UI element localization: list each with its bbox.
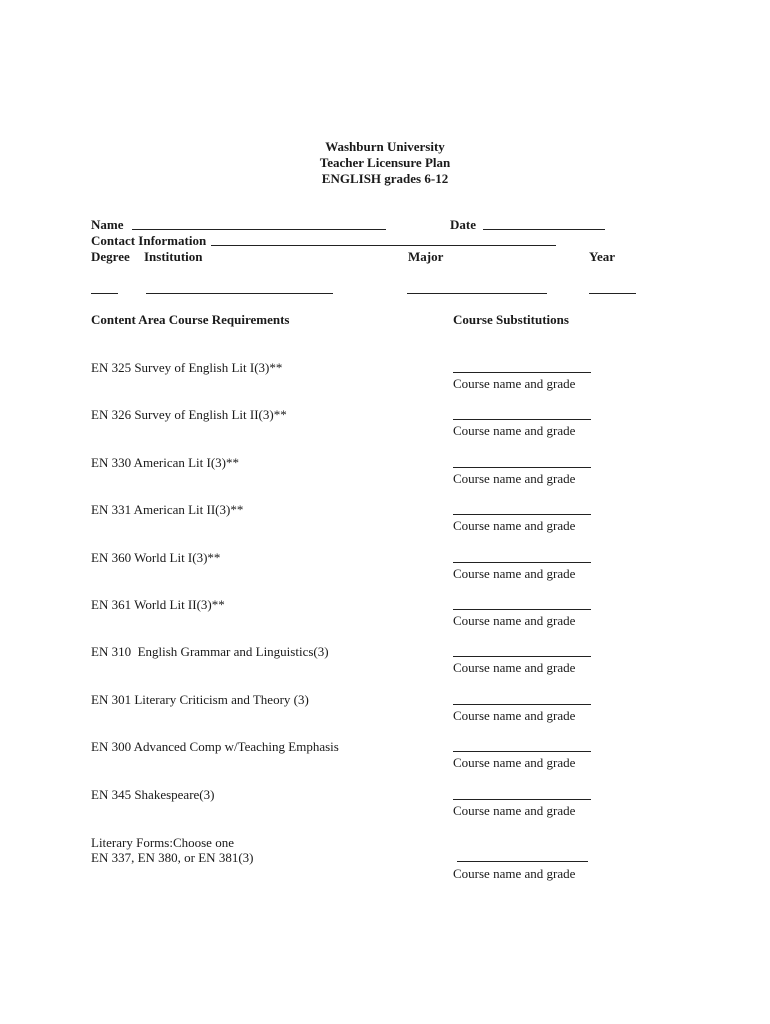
course-substitution-field[interactable] [453,799,591,800]
substitutions-heading: Course Substitutions [453,312,569,327]
name-field[interactable] [132,229,386,230]
course-requirement: EN 325 Survey of English Lit I(3)** [91,360,283,375]
year-label: Year [589,249,615,264]
course-substitution-label: Course name and grade [453,471,576,486]
course-requirement: EN 310 English Grammar and Linguistics(3) [91,644,329,659]
course-requirement: EN 301 Literary Criticism and Theory (3) [91,692,309,707]
course-requirement: EN 326 Survey of English Lit II(3)** [91,407,287,422]
literary-forms-substitution-field[interactable] [457,861,588,862]
date-label: Date [450,217,476,232]
course-requirement: EN 330 American Lit I(3)** [91,455,240,470]
name-label: Name [91,217,124,232]
institution-label: Institution [144,249,203,264]
course-substitution-label: Course name and grade [453,708,576,723]
course-substitution-field[interactable] [453,656,591,657]
course-substitution-label: Course name and grade [453,660,576,675]
course-substitution-field[interactable] [453,704,591,705]
course-substitution-label: Course name and grade [453,518,576,533]
major-label: Major [408,249,444,264]
course-requirement: EN 331 American Lit II(3)** [91,502,244,517]
course-substitution-label: Course name and grade [453,566,576,581]
contact-label: Contact Information [91,233,207,248]
degree-label: Degree [91,249,130,264]
university-title: Washburn University [325,139,445,154]
course-substitution-field[interactable] [453,751,591,752]
date-field[interactable] [483,229,605,230]
course-requirement: EN 361 World Lit II(3)** [91,597,225,612]
program-title: ENGLISH grades 6-12 [321,171,449,186]
literary-forms-options: EN 337, EN 380, or EN 381(3) [91,850,254,865]
course-substitution-label: Course name and grade [453,755,576,770]
requirements-heading: Content Area Course Requirements [91,312,290,327]
year-field[interactable] [589,293,636,294]
institution-field[interactable] [146,293,333,294]
course-substitution-label: Course name and grade [453,376,576,391]
course-substitution-field[interactable] [453,609,591,610]
course-requirement: EN 345 Shakespeare(3) [91,787,215,802]
course-requirement: EN 360 World Lit I(3)** [91,550,221,565]
major-field[interactable] [407,293,547,294]
course-substitution-field[interactable] [453,562,591,563]
course-requirement: EN 300 Advanced Comp w/Teaching Emphasis [91,739,339,754]
course-substitution-field[interactable] [453,419,591,420]
plan-title: Teacher Licensure Plan [319,155,451,170]
course-substitution-field[interactable] [453,514,591,515]
course-substitution-field[interactable] [453,467,591,468]
course-substitution-label: Course name and grade [453,423,576,438]
course-substitution-label: Course name and grade [453,613,576,628]
literary-forms-substitution-label: Course name and grade [453,866,576,881]
course-substitution-field[interactable] [453,372,591,373]
course-substitution-label: Course name and grade [453,803,576,818]
degree-field[interactable] [91,293,118,294]
literary-forms-label: Literary Forms:Choose one [91,835,234,850]
contact-field[interactable] [211,245,556,246]
